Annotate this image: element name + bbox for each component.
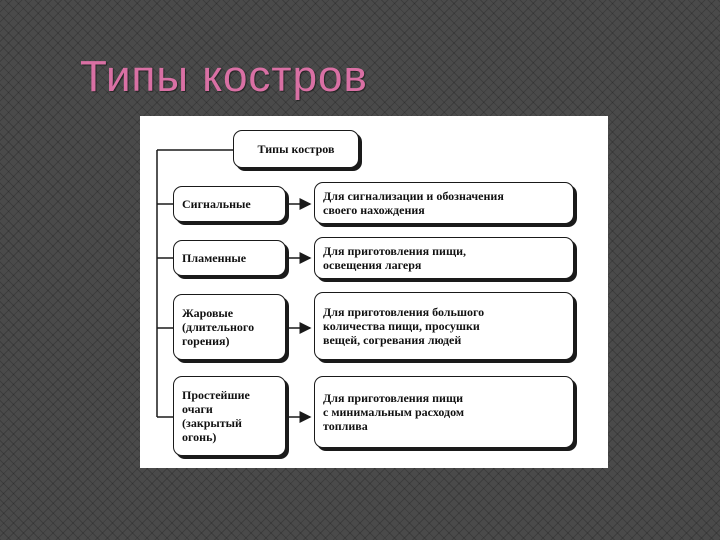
root-label: Типы костров [257, 142, 335, 156]
type-label: Сигнальные [182, 197, 251, 211]
purpose-label: Для сигнализации и обозначения своего нахождения [323, 189, 504, 217]
purpose-label: Для приготовления пищи, освещения лагеря [323, 244, 466, 272]
type-label: Пламенные [182, 251, 247, 265]
purpose-label: Для приготовления пищи с минимальным расходом топлива [323, 391, 465, 433]
type-box-flame [173, 240, 286, 276]
purpose-label: Для приготовления большого количества пищи, просушки вещей, согревания людей [323, 305, 485, 347]
type-label: Жаровые (длительного горения) [182, 306, 255, 348]
purpose-box-heat [314, 292, 574, 360]
purpose-box-signal [314, 182, 574, 224]
purpose-box-flame [314, 237, 574, 279]
purpose-box-hearth [314, 376, 574, 448]
type-box-signal [173, 186, 286, 222]
slide-title: Типы костров [80, 52, 368, 101]
type-box-heat [173, 294, 286, 360]
root-box [233, 130, 359, 168]
diagram-panel [140, 116, 608, 468]
type-label: Простейшие очаги (закрытый огонь) [182, 388, 250, 444]
type-box-hearth [173, 376, 286, 456]
